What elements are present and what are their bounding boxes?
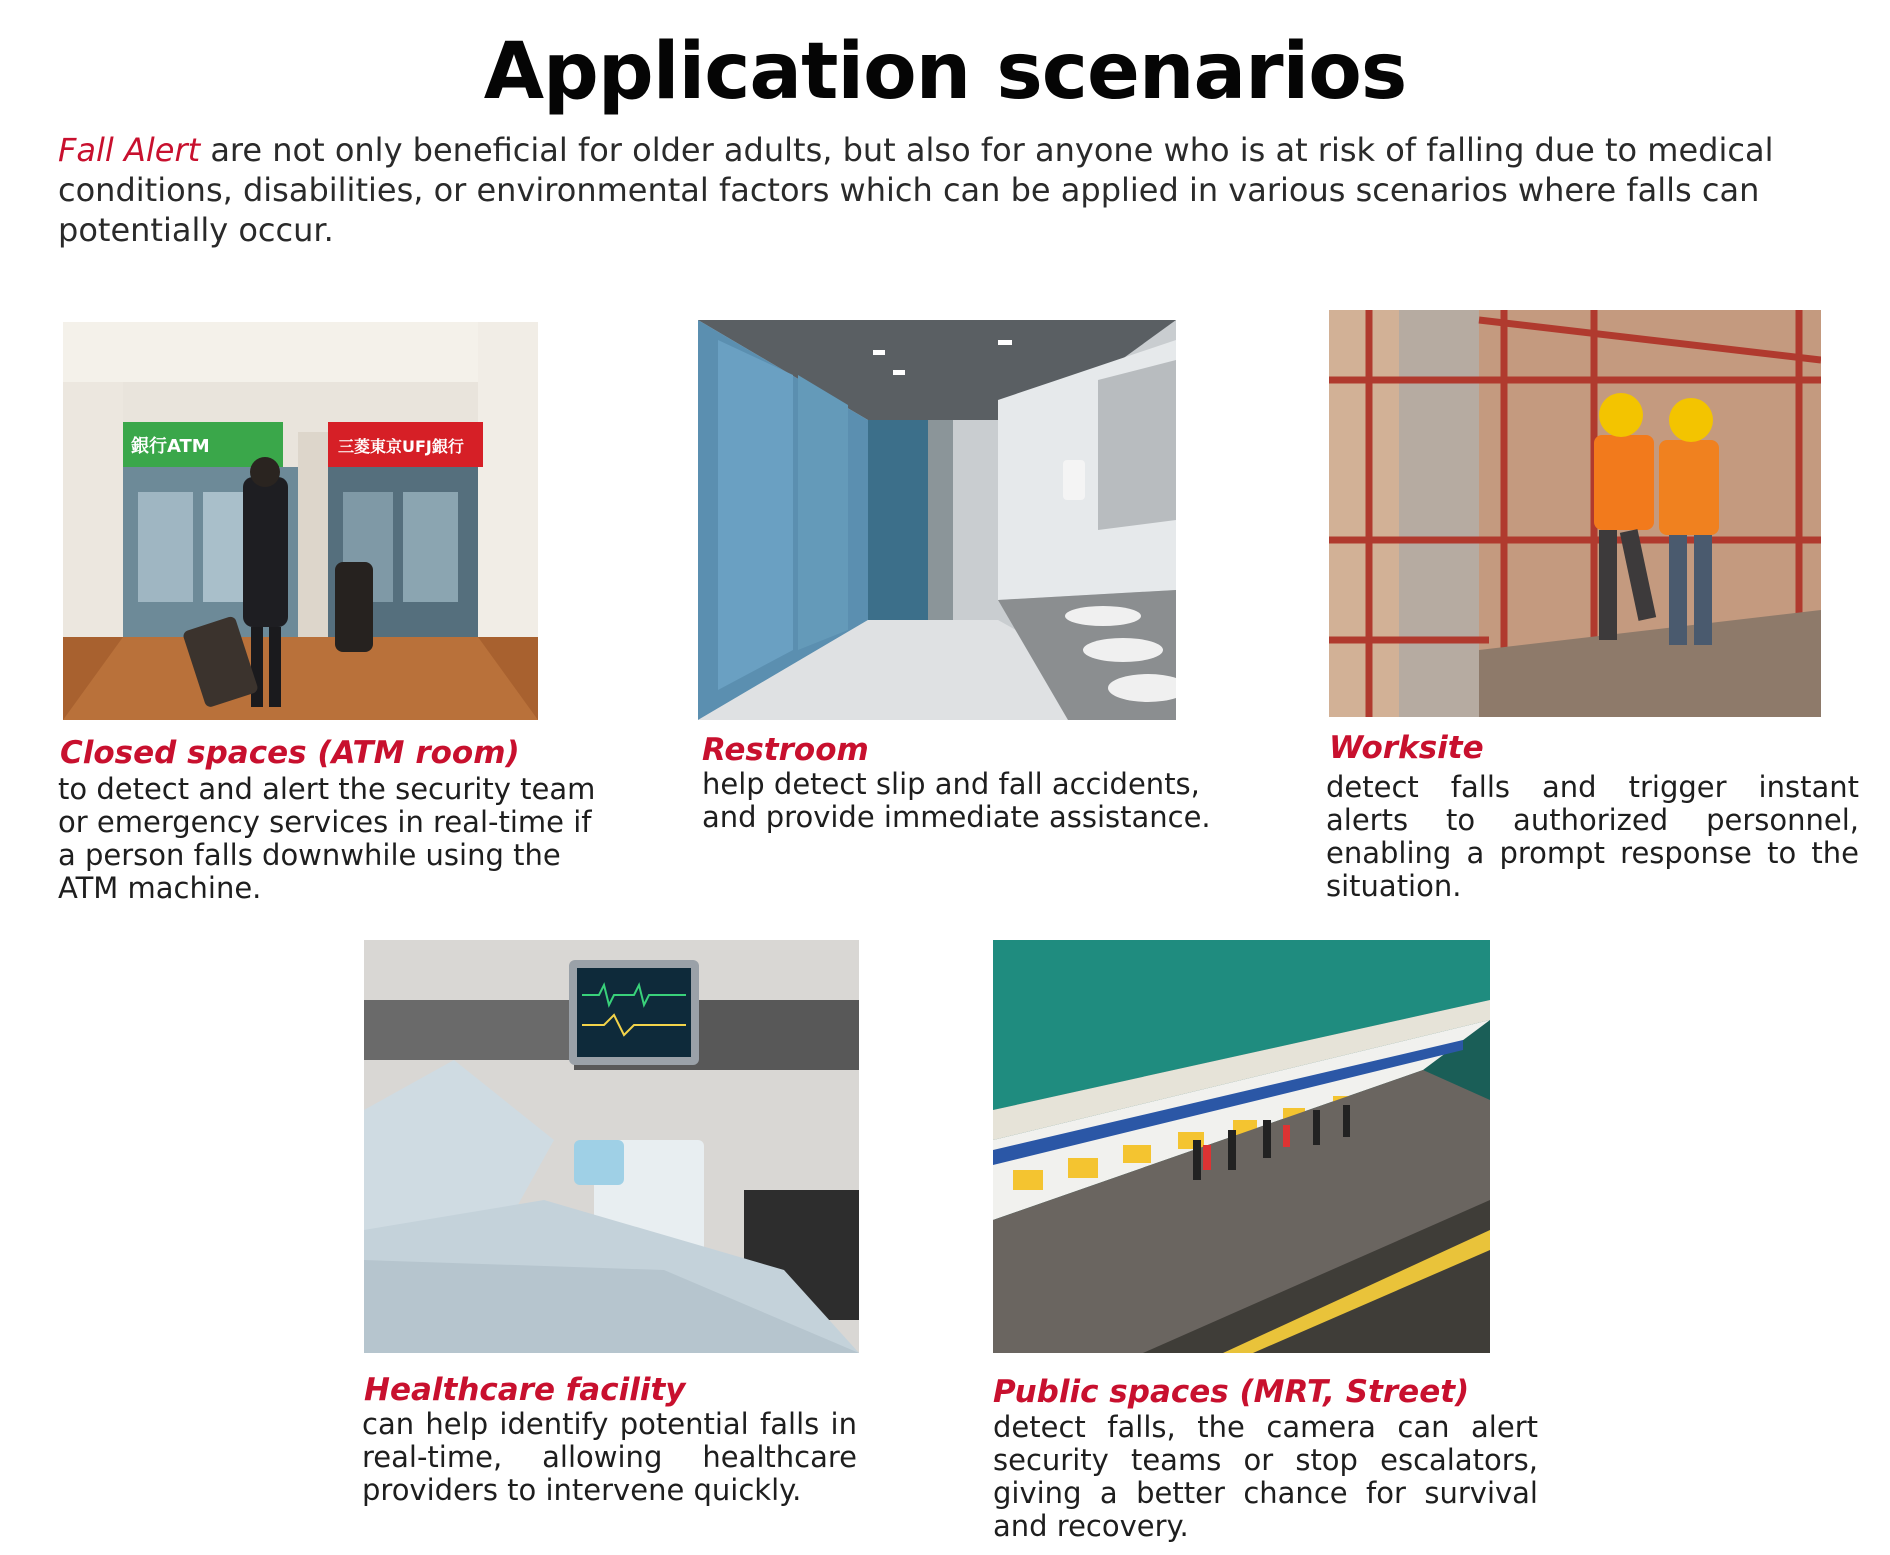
atm-sign-right: 三菱東京UFJ銀行 <box>338 437 464 456</box>
scenario-title: Healthcare facility <box>364 1372 686 1408</box>
intro-paragraph <box>58 130 1818 250</box>
restroom-photo <box>698 320 1176 720</box>
scenario-description: can help identify potential falls in real-time, allowing healthcare providers to intervene quickly. <box>362 1407 857 1507</box>
scenario-title: Restroom <box>702 732 869 768</box>
scenario-title: Worksite <box>1329 730 1484 766</box>
page-title: Application scenarios <box>483 27 1407 117</box>
scenario-description: help detect slip and fall accidents, and provide immediate assistance. <box>702 767 1211 834</box>
hospital-photo <box>364 940 859 1353</box>
mrt-station-photo <box>993 940 1490 1353</box>
intro-text: are not only beneficial for older adults, but also for anyone who is at risk of falling due to medical conditions, disabilities, or environmental factors which can be applied in various scenarios where falls can potentially occur. <box>58 131 1774 249</box>
brand-name: Fall Alert <box>58 131 201 169</box>
atm-sign-left: 銀行ATM <box>131 436 210 457</box>
atm-room-photo <box>63 322 538 720</box>
scenario-description: detect falls and trigger instant alerts to authorized personnel, enabling a prompt response to the situation. <box>1326 770 1859 903</box>
scenario-description: to detect and alert the security team or emergency services in real-time if a person falls downwhile using the ATM machine. <box>58 772 596 905</box>
worksite-photo <box>1329 310 1821 717</box>
scenario-title: Public spaces (MRT, Street) <box>993 1374 1470 1410</box>
scenario-title: Closed spaces (ATM room) <box>60 735 520 771</box>
scenario-description: detect falls, the camera can alert security teams or stop escalators, giving a better chance for survival and recovery. <box>993 1410 1538 1543</box>
